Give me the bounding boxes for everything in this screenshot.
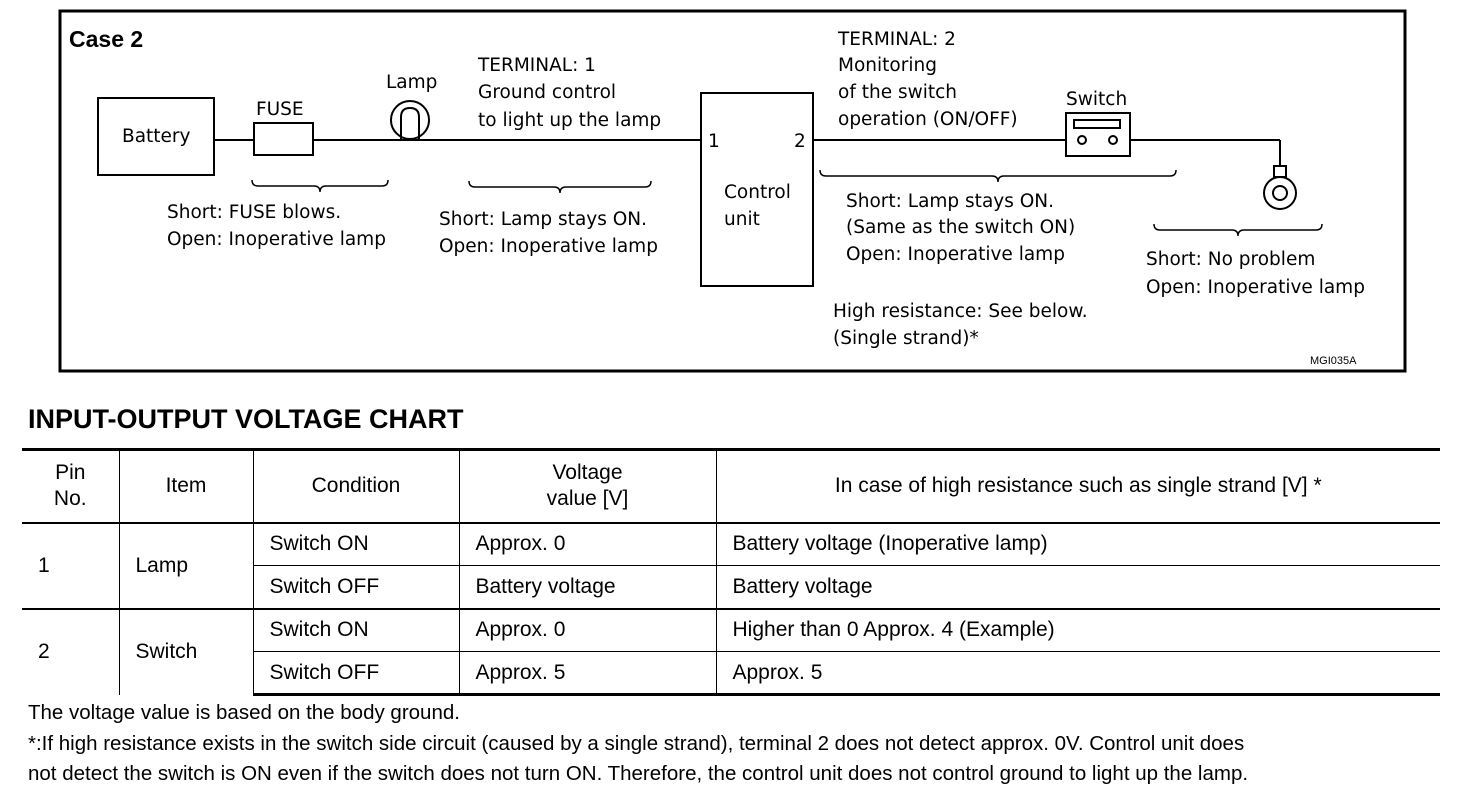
condition-cell: Switch ON — [253, 523, 459, 566]
item-cell: Lamp — [119, 523, 253, 609]
pin-2-label: 2 — [794, 131, 806, 152]
high-resistance-cell: Battery voltage — [716, 566, 1440, 609]
control-unit-label-line-2: unit — [724, 209, 760, 230]
lamp-line-short-note: Short: Lamp stays ON. — [439, 209, 648, 230]
high-resistance-cell: Approx. 5 — [716, 652, 1440, 695]
terminal-2-description — [837, 29, 1018, 130]
switch-symbol — [1066, 89, 1130, 156]
switch-line-failure-notes — [846, 191, 1075, 265]
terminal-1-description — [477, 55, 661, 131]
circuit-diagram — [0, 0, 1472, 380]
header-voltage-value: Voltage value [V] — [459, 450, 716, 523]
condition-cell: Switch OFF — [253, 566, 459, 609]
footnote-line-2: not detect the switch is ON even if the switch does not turn ON. Therefore, the control unit does not control ground to light up the lamp. — [28, 762, 1249, 785]
pin-cell: 2 — [22, 609, 119, 695]
table-row — [22, 523, 1440, 566]
battery-box — [98, 98, 214, 175]
header-high-resistance: In case of high resistance such as single strand [V] * — [716, 450, 1440, 523]
ground-open-note: Open: Inoperative lamp — [1146, 277, 1365, 298]
terminal-2-line-2: Monitoring — [838, 55, 937, 76]
control-unit-label-line-1: Control — [724, 182, 791, 203]
fuse-symbol — [254, 99, 313, 155]
pin-cell: 1 — [38, 553, 50, 577]
ground-failure-notes — [1146, 249, 1365, 298]
footnote-line-1: *:If high resistance exists in the switch side circuit (caused by a single strand), terminal 2 does not detect approx. 0V. Control unit does — [28, 732, 1245, 755]
ground-symbol — [1264, 166, 1296, 209]
high-resistance-note: High resistance: See below. — [833, 301, 1088, 322]
condition-cell: Switch OFF — [253, 652, 459, 695]
terminal-1-label: TERMINAL: 1 — [478, 55, 596, 76]
lamp-line-failure-notes — [439, 209, 658, 257]
lamp-symbol — [386, 72, 437, 140]
high-resistance-cell: Battery voltage (Inoperative lamp) — [716, 523, 1440, 566]
high-resistance-notes — [833, 301, 1088, 349]
voltage-cell: Approx. 0 — [459, 609, 716, 652]
fuse-short-note: Short: FUSE blows. — [167, 202, 342, 223]
switch-line-same-note: (Same as the switch ON) — [846, 217, 1076, 238]
voltage-cell: Approx. 0 — [459, 523, 716, 566]
switch-label: Switch — [1066, 89, 1128, 110]
lamp-label: Lamp — [386, 72, 438, 93]
high-resistance-cell: Higher than 0 Approx. 4 (Example) — [716, 609, 1440, 652]
item-cell: Switch — [119, 609, 253, 695]
table-header-row — [22, 450, 1440, 523]
terminal-2-line-4: operation (ON/OFF) — [838, 109, 1018, 130]
body-ground-note: The voltage value is based on the body ground. — [28, 701, 460, 724]
voltage-cell: Approx. 5 — [459, 652, 716, 695]
terminal-2-label: TERMINAL: 2 — [838, 29, 956, 50]
switch-line-short-note: Short: Lamp stays ON. — [846, 191, 1055, 212]
fuse-open-note: Open: Inoperative lamp — [167, 229, 386, 250]
terminal-1-line-3: to light up the lamp — [478, 110, 662, 131]
pin-1-label: 1 — [708, 131, 720, 152]
table-row — [22, 609, 1440, 652]
single-strand-note: (Single strand)* — [833, 328, 979, 349]
header-condition: Condition — [253, 450, 459, 523]
fuse-label: FUSE — [256, 99, 304, 120]
control-unit-box — [701, 93, 813, 286]
battery-label: Battery — [122, 126, 191, 147]
segment-braces — [252, 170, 1322, 236]
voltage-cell: Battery voltage — [459, 566, 716, 609]
condition-cell: Switch ON — [253, 609, 459, 652]
case-label: Case 2 — [69, 26, 144, 52]
header-item: Item — [119, 450, 253, 523]
circuit-wires — [214, 140, 1280, 166]
terminal-2-line-3: of the switch — [838, 82, 958, 103]
chart-title: INPUT-OUTPUT VOLTAGE CHART — [28, 404, 464, 434]
figure-code: MGI035A — [1310, 355, 1357, 367]
terminal-1-line-2: Ground control — [478, 82, 617, 103]
fuse-failure-notes — [167, 202, 386, 250]
ground-short-note: Short: No problem — [1146, 249, 1316, 270]
switch-line-open-note: Open: Inoperative lamp — [846, 244, 1065, 265]
voltage-chart-table — [22, 448, 1440, 696]
header-pin-no: Pin No. — [22, 450, 119, 523]
lamp-line-open-note: Open: Inoperative lamp — [439, 236, 658, 257]
